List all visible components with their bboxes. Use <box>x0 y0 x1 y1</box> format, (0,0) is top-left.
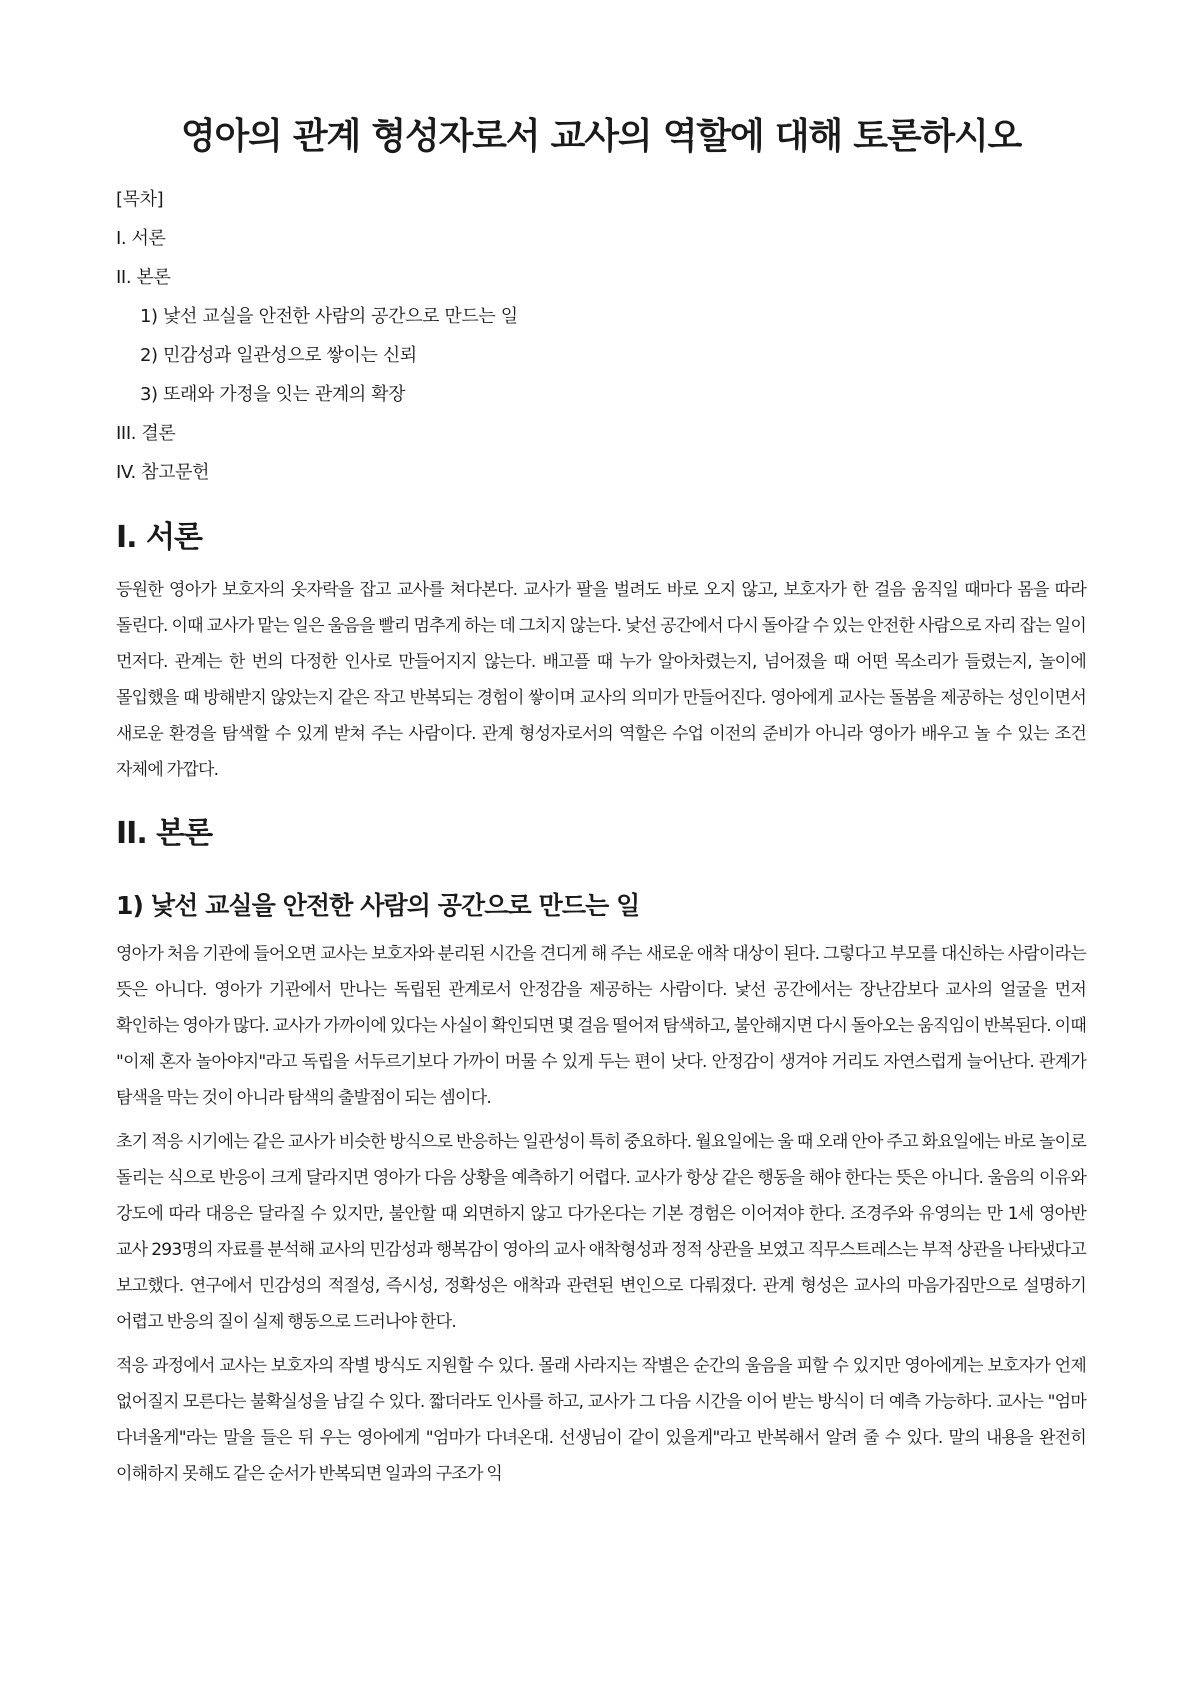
toc-item-body-sub2: 2) 민감성과 일관성으로 쌓이는 신뢰 <box>140 345 417 366</box>
toc-item-references: IV. 참고문헌 <box>116 462 210 483</box>
toc-item-body: II. 본론 <box>116 267 171 288</box>
section-heading-intro: I. 서론 <box>116 520 202 555</box>
paragraph: 영아가 처음 기관에 들어오면 교사는 보호자와 분리된 시간을 견디게 해 주는 새로운 애착 대상이 된다. 그렇다고 부모를 대신하는 사람이라는 뜻은 아니다. 영아가 기관에서 만나는 독립된 관계로서 안정감을 제공하는 사람이다. 낯선 공간에서는 장난감보다 교사의 얼굴을 먼저 확인하는 영아가 많다. 교사가 가까이에 있다는 사실이 확인되면 몇 걸음 떨어져 탐색하고, 불안해지면 다시 돌아오는 움직임이 반복된다. 이때 "이제 혼자 놀아야지"라고 독립을 서두르기보다 가까이 머물 수 있게 두는 편이 낫다. 안정감이 생겨야 거리도 자연스럽게 늘어난다. 관계가 탐색을 막는 것이 아니라 탐색의 출발점이 되는 셈이다. <box>116 944 1086 1108</box>
toc-item-intro: I. 서론 <box>116 228 166 249</box>
paragraph: 등원한 영아가 보호자의 옷자락을 잡고 교사를 쳐다본다. 교사가 팔을 벌려도 바로 오지 않고, 보호자가 한 걸음 움직일 때마다 몸을 따라 돌린다. 이때 교사가 맡는 일은 울음을 빨리 멈추게 하는 데 그치지 않는다. 낯선 공간에서 다시 돌아갈 수 있는 안전한 사람으로 자리 잡는 일이 먼저다. 관계는 한 번의 다정한 인사로 만들어지지 않는다. 배고플 때 누가 알아차렸는지, 넘어졌을 때 어떤 목소리가 들렸는지, 놀이에 몰입했을 때 방해받지 않았는지 같은 작고 반복되는 경험이 쌓이며 교사의 의미가 만들어진다. 영아에게 교사는 돌봄을 제공하는 성인이면서 새로운 환경을 탐색할 수 있게 받쳐 주는 사람이다. 관계 형성자로서의 역할은 수업 이전의 준비가 아니라 영아가 배우고 놀 수 있는 조건 자체에 가깝다. <box>116 580 1086 780</box>
toc-item-body-sub1: 1) 낯선 교실을 안전한 사람의 공간으로 만드는 일 <box>140 306 518 327</box>
section-heading-body: II. 본론 <box>116 816 213 851</box>
table-of-contents <box>116 180 1086 492</box>
toc-header: [목차] <box>116 189 164 210</box>
document-page <box>116 110 1086 1500</box>
toc-item-conclusion: III. 결론 <box>116 423 176 444</box>
document-title: 영아의 관계 형성자로서 교사의 역할에 대해 토론하시오 <box>180 116 1022 157</box>
paragraph: 적응 과정에서 교사는 보호자의 작별 방식도 지원할 수 있다. 몰래 사라지는 작별은 순간의 울음을 피할 수 있지만 영아에게는 보호자가 언제 없어질지 모른다는 불확실성을 남길 수 있다. 짧더라도 인사를 하고, 교사가 그 다음 시간을 이어 받는 방식이 더 예측 가능하다. 교사는 "엄마 다녀올게"라는 말을 들은 뒤 우는 영아에게 "엄마가 다녀온대. 선생님이 같이 있을게"라고 반복해서 알려 줄 수 있다. 말의 내용을 완전히 이해하지 못해도 같은 순서가 반복되면 일과의 구조가 익 <box>116 1356 1086 1484</box>
subsection-heading-1: 1) 낯선 교실을 안전한 사람의 공간으로 만드는 일 <box>116 891 640 920</box>
toc-item-body-sub3: 3) 또래와 가정을 잇는 관계의 확장 <box>140 384 406 405</box>
paragraph: 초기 적응 시기에는 같은 교사가 비슷한 방식으로 반응하는 일관성이 특히 중요하다. 월요일에는 울 때 오래 안아 주고 화요일에는 바로 놀이로 돌리는 식으로 반응이 크게 달라지면 영아가 다음 상황을 예측하기 어렵다. 교사가 항상 같은 행동을 해야 한다는 뜻은 아니다. 울음의 이유와 강도에 따라 대응은 달라질 수 있지만, 불안할 때 외면하지 않고 다가온다는 기본 경험은 이어져야 한다. 조경주와 유영의는 만 1세 영아반 교사 293명의 자료를 분석해 교사의 민감성과 행복감이 영아의 교사 애착형성과 정적 상관을 보였고 직무스트레스는 부적 상관을 나타냈다고 보고했다. 연구에서 민감성의 적절성, 즉시성, 정확성은 애착과 관련된 변인으로 다뤄졌다. 관계 형성은 교사의 마음가짐만으로 설명하기 어렵고 반응의 질이 실제 행동으로 드러나야 한다. <box>116 1132 1086 1332</box>
